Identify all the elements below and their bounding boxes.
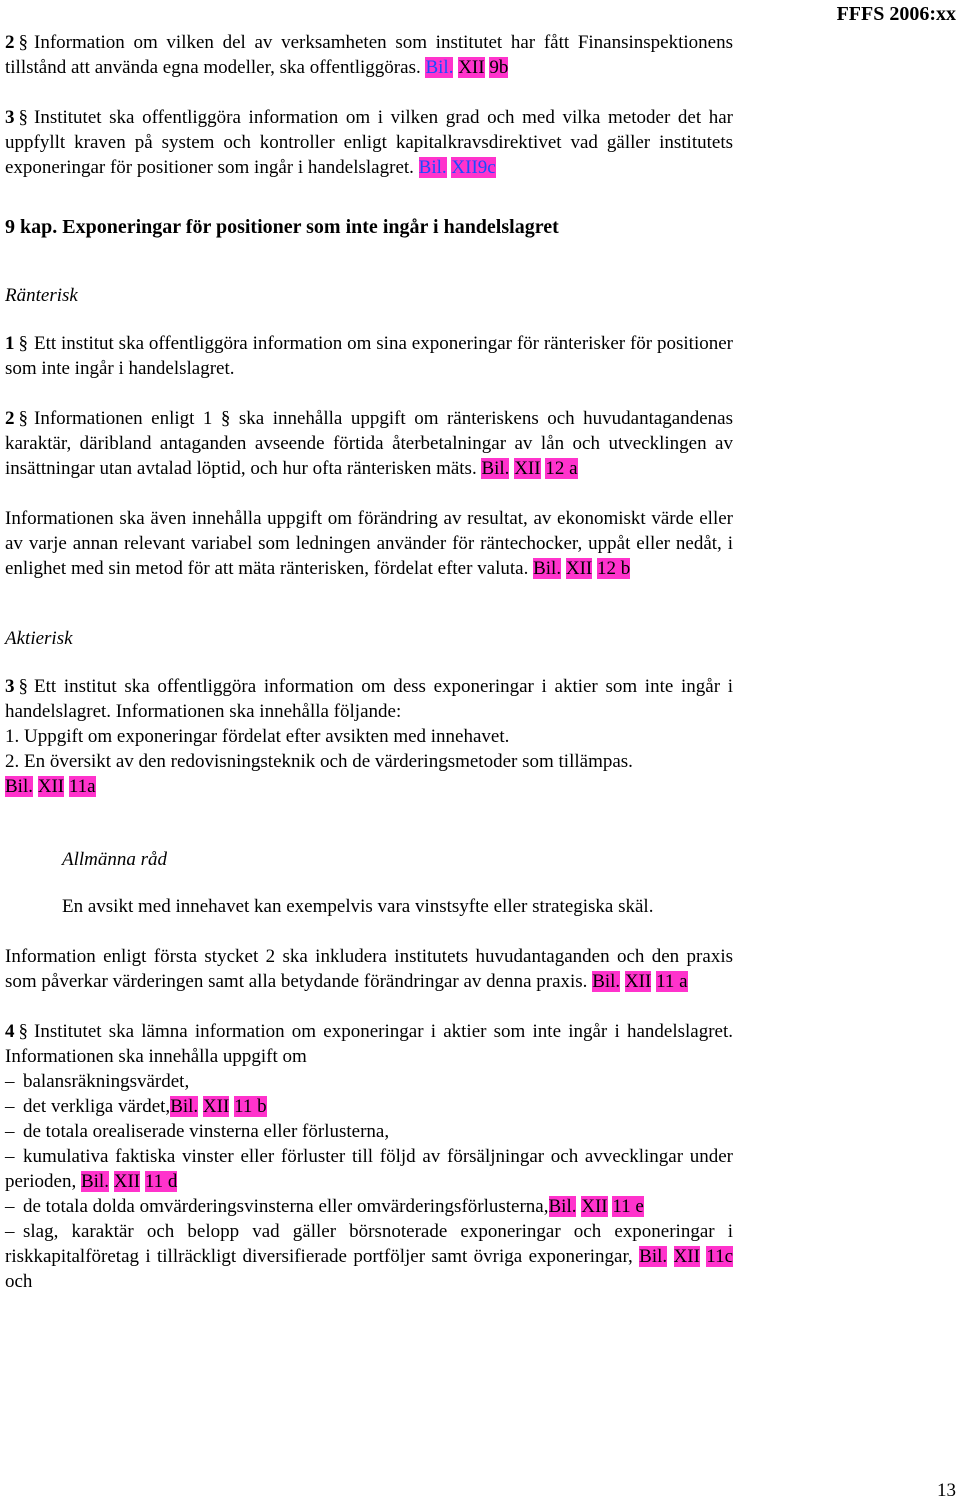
dash-item-text: kumulativa faktiska vinster eller förluster till följd av försäljningar och avvecklingar under perioden, bbox=[5, 1146, 733, 1192]
paragraph-number: 1 bbox=[5, 333, 15, 354]
annex-reference: Bil. bbox=[170, 1096, 199, 1117]
annex-reference: 11 d bbox=[144, 1171, 178, 1192]
annex-reference: Bil. bbox=[639, 1246, 668, 1267]
dash-item bbox=[5, 1219, 733, 1294]
dash-item-tail: och bbox=[5, 1271, 33, 1292]
paragraph-number: 2 bbox=[5, 32, 15, 53]
paragraph-number: 4 bbox=[5, 1021, 15, 1042]
dash-item bbox=[5, 1069, 733, 1094]
section-sign: § bbox=[18, 333, 28, 354]
subheading-ranterisk: Ränterisk bbox=[5, 285, 78, 306]
annex-reference: Bil. bbox=[592, 971, 621, 992]
annex-reference: XII bbox=[514, 458, 541, 479]
paragraph-text: Ett institut ska offentliggöra information om dess exponeringar i aktier som inte ingår i handelslagret. Informationen ska innehålla följande: bbox=[5, 676, 733, 722]
paragraph-9-2 bbox=[5, 406, 733, 481]
paragraph-number: 3 bbox=[5, 676, 15, 697]
dash-bullet: – bbox=[5, 1196, 15, 1217]
dash-item-text: det verkliga värdet, bbox=[23, 1096, 171, 1117]
paragraph-text: Institutet ska offentliggöra information om i vilken grad och med vilka metoder det har uppfyllt kraven på system och kontroller enligt kapitalkravsdirektivet vad gäller institutets exponeringar för positioner som ingår i handelslagret. bbox=[5, 107, 733, 178]
annex-reference: XII bbox=[565, 558, 593, 579]
annex-reference: XII bbox=[202, 1096, 230, 1117]
general-advice-heading: Allmänna råd bbox=[62, 849, 168, 870]
paragraph-text: Information om vilken del av verksamheten som institutet har fått Finansinspektionens tillstånd att använda egna modeller, ska offentliggöras. bbox=[5, 32, 733, 78]
page-number: 13 bbox=[937, 1480, 956, 1501]
annex-reference: 12 a bbox=[545, 458, 578, 479]
annex-reference: 12 b bbox=[596, 558, 631, 579]
dash-item-text: balansräkningsvärdet, bbox=[23, 1071, 190, 1092]
section-sign: § bbox=[18, 32, 28, 53]
annex-reference: XII bbox=[624, 971, 652, 992]
annex-reference: XII bbox=[37, 776, 65, 797]
annex-reference: Bil. bbox=[80, 1171, 109, 1192]
subheading-aktierisk: Aktierisk bbox=[5, 628, 73, 649]
dash-bullet: – bbox=[5, 1121, 15, 1142]
dash-item bbox=[5, 1194, 733, 1219]
section-sign: § bbox=[18, 1021, 28, 1042]
dash-item-text: de totala orealiserade vinsterna eller förlusterna, bbox=[23, 1121, 390, 1142]
annex-reference: Bil. bbox=[418, 157, 447, 178]
document-code: FFFS 2006:xx bbox=[836, 3, 956, 25]
annex-reference: Bil. bbox=[533, 558, 562, 579]
annex-reference: 9b bbox=[489, 57, 509, 78]
paragraph-8-2 bbox=[5, 30, 733, 80]
section-sign: § bbox=[18, 408, 28, 429]
paragraph-text: Institutet ska lämna information om exponeringar i aktier som inte ingår i handelslagret. Informationen ska innehålla uppgift om bbox=[5, 1021, 733, 1067]
paragraph-9-3 bbox=[5, 674, 733, 724]
annex-reference: 11c bbox=[706, 1246, 734, 1267]
dash-item-text: de totala dolda omvärderingsvinsterna eller omvärderingsförlusterna, bbox=[23, 1196, 549, 1217]
dash-bullet: – bbox=[5, 1146, 15, 1167]
annex-reference: XII bbox=[581, 1196, 608, 1217]
section-sign: § bbox=[18, 676, 28, 697]
paragraph-9-4 bbox=[5, 1019, 733, 1069]
annex-reference: 11 a bbox=[656, 971, 688, 992]
general-advice-text: En avsikt med innehavet kan exempelvis vara vinstsyfte eller strategiska skäl. bbox=[62, 896, 654, 917]
annex-reference: 11a bbox=[68, 776, 96, 797]
dash-item bbox=[5, 1094, 733, 1119]
paragraph-text: Information enligt första stycket 2 ska inkludera institutets huvudantaganden och den praxis som påverkar värderingen samt alla betydande förändringar av denna praxis. bbox=[5, 946, 733, 992]
paragraph-9-2-second bbox=[5, 506, 733, 581]
document-body bbox=[5, 30, 733, 1294]
paragraph-text: Informationen enligt 1 § ska innehålla uppgift om ränteriskens och huvudantagandenas karaktär, däribland antaganden avseende förtida återbetalningar av lån och utvecklingen av insättningar utan avtalad löptid, och hur ofta ränterisken mäts. bbox=[5, 408, 733, 479]
annex-reference: Bil. bbox=[548, 1196, 577, 1217]
list-item: 1. Uppgift om exponeringar fördelat efter avsikten med innehavet. bbox=[5, 726, 510, 747]
annex-reference: XII bbox=[458, 57, 485, 78]
annex-reference: 11 e bbox=[612, 1196, 644, 1217]
list-item: 2. En översikt av den redovisningsteknik och de värderingsmetoder som tillämpas. bbox=[5, 751, 633, 772]
annex-reference: XII9c bbox=[451, 157, 496, 178]
chapter-heading: 9 kap. Exponeringar för positioner som inte ingår i handelslagret bbox=[5, 216, 559, 238]
paragraph-text: Ett institut ska offentliggöra information om sina exponeringar för ränterisker för positioner som inte ingår i handelslagret. bbox=[5, 333, 733, 379]
dash-bullet: – bbox=[5, 1071, 15, 1092]
annex-reference: XII bbox=[673, 1246, 700, 1267]
dash-item-text: slag, karaktär och belopp vad gäller börsnoterade exponeringar och exponeringar i riskkapitalföretag i tillräckligt diversifierade portföljer samt övriga exponeringar, bbox=[5, 1221, 733, 1267]
dash-item bbox=[5, 1119, 733, 1144]
paragraph-number: 2 bbox=[5, 408, 15, 429]
annex-reference: Bil. bbox=[425, 57, 454, 78]
annex-reference: XII bbox=[113, 1171, 141, 1192]
paragraph-text: Informationen ska även innehålla uppgift om förändring av resultat, av ekonomiskt värde eller av varje annan relevant variabel som ledningen använder för räntechocker, uppåt eller nedåt, i enlighet med sin metod för att mäta ränterisken, fördelat efter valuta. bbox=[5, 508, 733, 579]
dash-bullet: – bbox=[5, 1096, 15, 1117]
paragraph-8-3 bbox=[5, 105, 733, 180]
annex-reference-line bbox=[5, 774, 733, 799]
annex-reference: 11 b bbox=[234, 1096, 267, 1117]
paragraph-9-3-second bbox=[5, 944, 733, 994]
section-sign: § bbox=[18, 107, 28, 128]
dash-item bbox=[5, 1144, 733, 1194]
paragraph-number: 3 bbox=[5, 107, 15, 128]
annex-reference: Bil. bbox=[481, 458, 510, 479]
paragraph-9-1 bbox=[5, 331, 733, 381]
dash-bullet: – bbox=[5, 1221, 15, 1242]
annex-reference: Bil. bbox=[5, 776, 33, 797]
